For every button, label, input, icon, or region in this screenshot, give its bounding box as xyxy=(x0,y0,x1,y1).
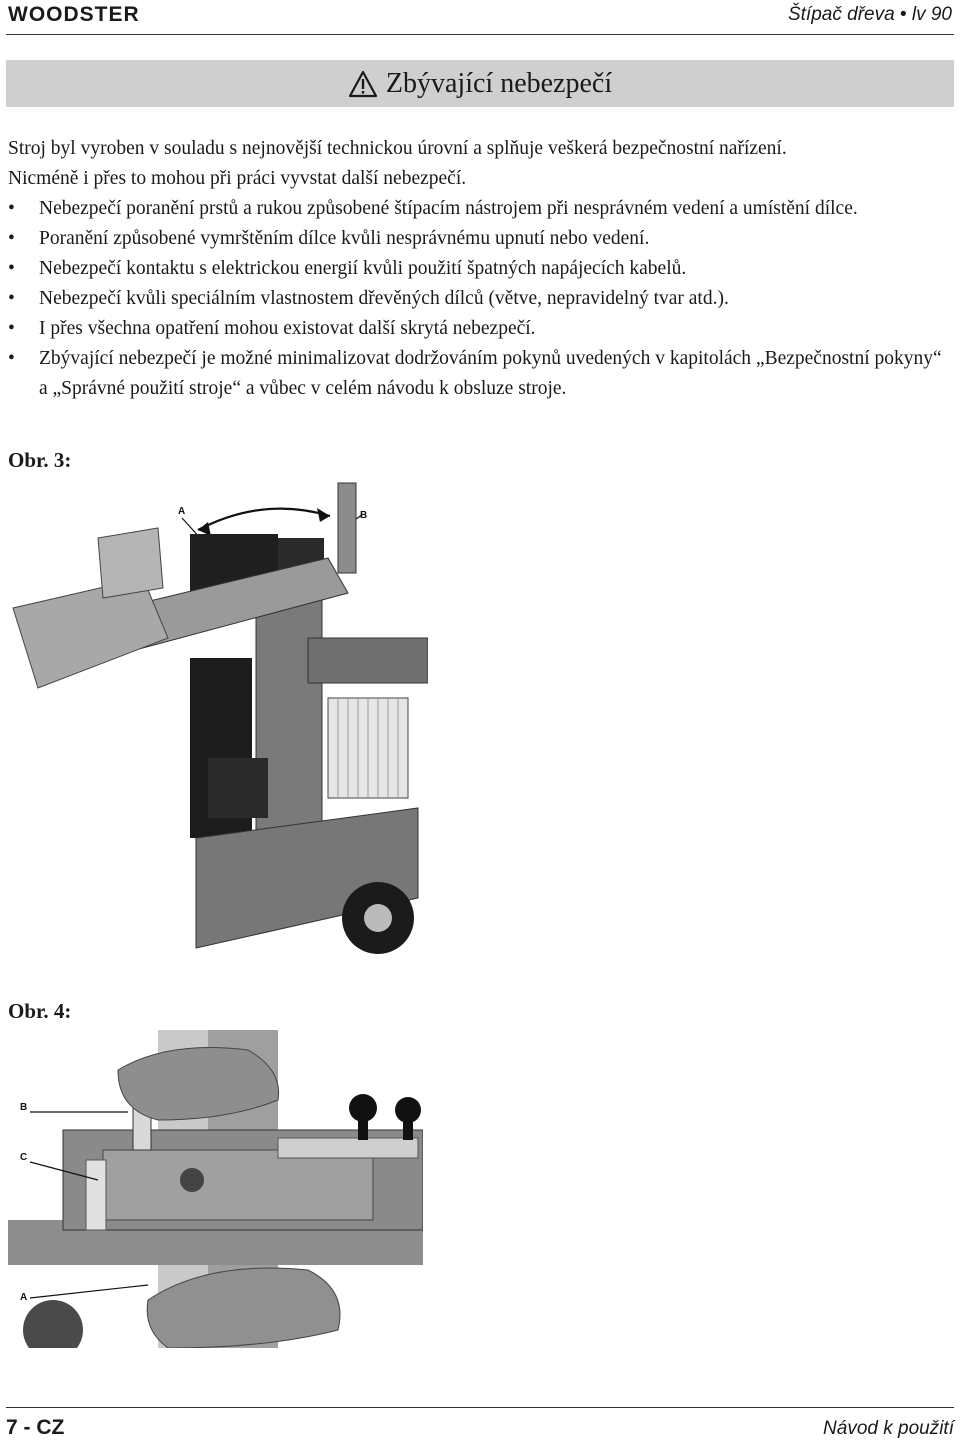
manual-title: Návod k použití xyxy=(823,1418,954,1439)
brand-name: WOODSTER xyxy=(8,3,140,26)
intro-line-2: Nicméně i přes to mohou při práci vyvstat další nebezpečí. xyxy=(8,168,467,189)
callout-a: A xyxy=(20,1292,28,1303)
hazard-item xyxy=(8,224,952,254)
hazard-list xyxy=(8,194,952,404)
hazard-item xyxy=(8,194,952,224)
hazard-text: Zbývající nebezpečí je možné minimalizovat dodržováním pokynů uvedených v kapitolách „Bezpečnostní pokyny“ a „Správné použití stroje“ a vůbec v celém návodu k obsluze stroje. xyxy=(39,348,942,399)
bullet-point: • xyxy=(8,198,15,219)
warning-triangle-icon xyxy=(348,70,378,98)
hazard-text: I přes všechna opatření mohou existovat další skrytá nebezpečí. xyxy=(39,318,536,339)
header-divider xyxy=(6,34,954,35)
hazard-text: Nebezpečí kvůli speciálním vlastnostem dřevěných dílců (větve, nepravidelný tvar atd.). xyxy=(39,288,729,309)
hazard-text: Poranění způsobené vymrštěním dílce kvůli nesprávnému upnutí nebo vedení. xyxy=(39,228,650,249)
hazard-item xyxy=(8,254,952,284)
bullet-point: • xyxy=(8,348,15,369)
hazard-item xyxy=(8,344,952,404)
figure-4-pin-adjustment-photo xyxy=(8,1030,423,1348)
intro-line-1: Stroj byl vyroben v souladu s nejnovější technickou úrovní a splňuje veškerá bezpečnostní nařízení. xyxy=(8,138,787,159)
callout-b: B xyxy=(360,510,368,521)
figure-3-label: Obr. 3: xyxy=(8,448,72,472)
bullet-point: • xyxy=(8,228,15,249)
section-title: Zbývající nebezpečí xyxy=(385,67,613,99)
page-header xyxy=(6,0,954,34)
page-number: 7 - CZ xyxy=(6,1416,65,1439)
bullet-point: • xyxy=(8,288,15,309)
callout-a: A xyxy=(178,506,186,517)
section-heading xyxy=(348,68,612,100)
hazard-text: Nebezpečí kontaktu s elektrickou energií kvůli použití špatných napájecích kabelů. xyxy=(39,258,687,279)
bullet-point: • xyxy=(8,318,15,339)
document-title: Štípač dřeva • lv 90 xyxy=(787,4,952,25)
footer-divider xyxy=(6,1407,954,1408)
hazard-item xyxy=(8,284,952,314)
callout-b: B xyxy=(20,1102,28,1113)
body-text xyxy=(8,134,952,404)
hazard-item xyxy=(8,314,952,344)
callout-c: C xyxy=(20,1152,28,1163)
figure-4-label: Obr. 4: xyxy=(8,999,72,1023)
figure-3-log-splitter-photo xyxy=(8,478,428,960)
bullet-point: • xyxy=(8,258,15,279)
hazard-text: Nebezpečí poranění prstů a rukou způsobené štípacím nástrojem při nesprávném vedení a umístění dílce. xyxy=(39,198,858,219)
section-banner xyxy=(6,60,954,107)
